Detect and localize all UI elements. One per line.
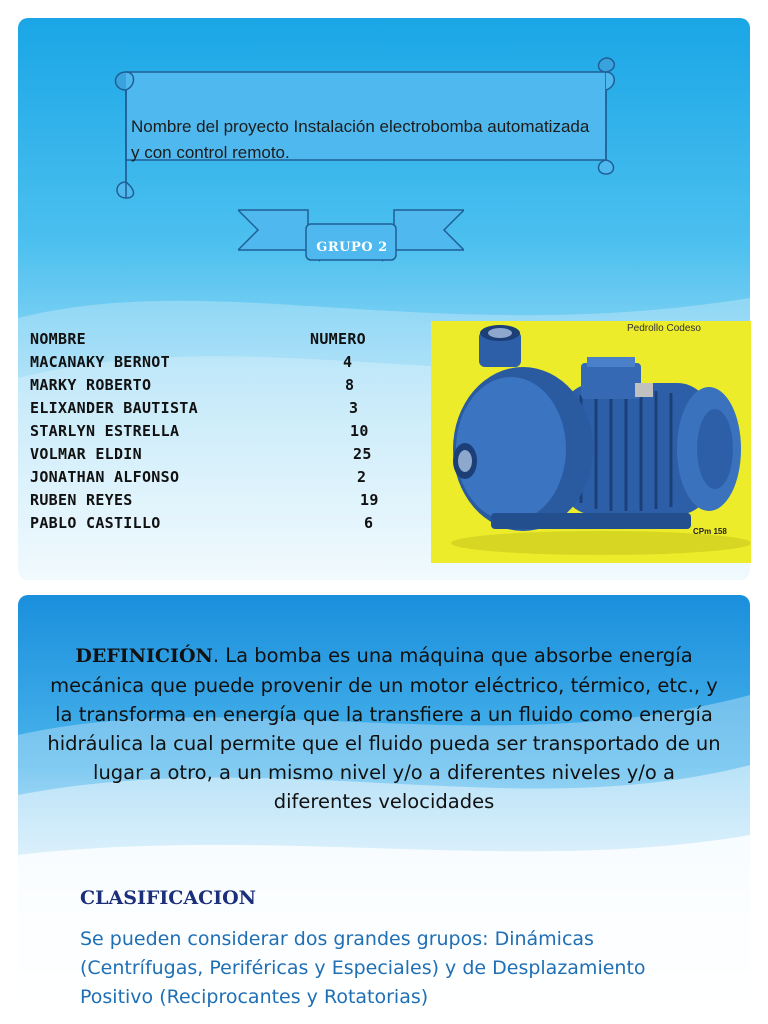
member-number: 3 bbox=[349, 399, 359, 417]
team-header-number: NUMERO bbox=[310, 330, 366, 348]
team-row bbox=[30, 399, 410, 422]
team-row bbox=[30, 468, 410, 491]
slide-2 bbox=[18, 595, 750, 1024]
team-row bbox=[30, 445, 410, 468]
project-title: Nombre del proyecto Instalación electrobomba automatizada y con control remoto. bbox=[131, 117, 590, 162]
team-list bbox=[30, 330, 410, 537]
team-row bbox=[30, 353, 410, 376]
member-number: 10 bbox=[350, 422, 369, 440]
definition-paragraph bbox=[42, 641, 726, 816]
team-row bbox=[30, 422, 410, 445]
definition-title: DEFINICIÓN bbox=[75, 645, 213, 667]
photo-model-label: CPm 158 bbox=[693, 527, 727, 536]
member-number: 8 bbox=[345, 376, 355, 394]
definition-text: . La bomba es una máquina que absorbe energía mecánica que puede provenir de un motor eléctrico, térmico, etc., y la transforma en energía que la transfiere a un fluido como energía hidráulica la cual permite que el fluido pueda ser transportado de un lugar a otro, a un mismo nivel y/o a diferentes niveles y/o a diferentes velocidades bbox=[47, 644, 721, 813]
team-row bbox=[30, 514, 410, 537]
group-label: GRUPO 2 bbox=[316, 240, 388, 255]
team-header-name: NOMBRE bbox=[30, 330, 86, 348]
member-name: VOLMAR ELDIN bbox=[30, 445, 142, 463]
member-name: STARLYN ESTRELLA bbox=[30, 422, 180, 440]
team-row bbox=[30, 376, 410, 399]
member-name: MARKY ROBERTO bbox=[30, 376, 152, 394]
team-header bbox=[30, 330, 410, 353]
member-number: 2 bbox=[357, 468, 367, 486]
member-name: JONATHAN ALFONSO bbox=[30, 468, 180, 486]
member-number: 19 bbox=[360, 491, 379, 509]
member-number: 4 bbox=[343, 353, 353, 371]
member-number: 6 bbox=[364, 514, 374, 532]
pump-photo bbox=[431, 321, 751, 563]
photo-brand-label: Pedrollo Codeso bbox=[627, 323, 701, 334]
classification-title: CLASIFICACION bbox=[80, 887, 257, 909]
team-row bbox=[30, 491, 410, 514]
member-name: PABLO CASTILLO bbox=[30, 514, 161, 532]
member-name: ELIXANDER BAUTISTA bbox=[30, 399, 198, 417]
member-name: RUBEN REYES bbox=[30, 491, 133, 509]
member-name: MACANAKY BERNOT bbox=[30, 353, 170, 371]
member-number: 25 bbox=[353, 445, 372, 463]
classification-text: Se pueden considerar dos grandes grupos: Dinámicas (Centrífugas, Periféricas y Especiales) y de Desplazamiento Positivo (Reciprocantes y Rotatorias) bbox=[80, 928, 646, 1008]
